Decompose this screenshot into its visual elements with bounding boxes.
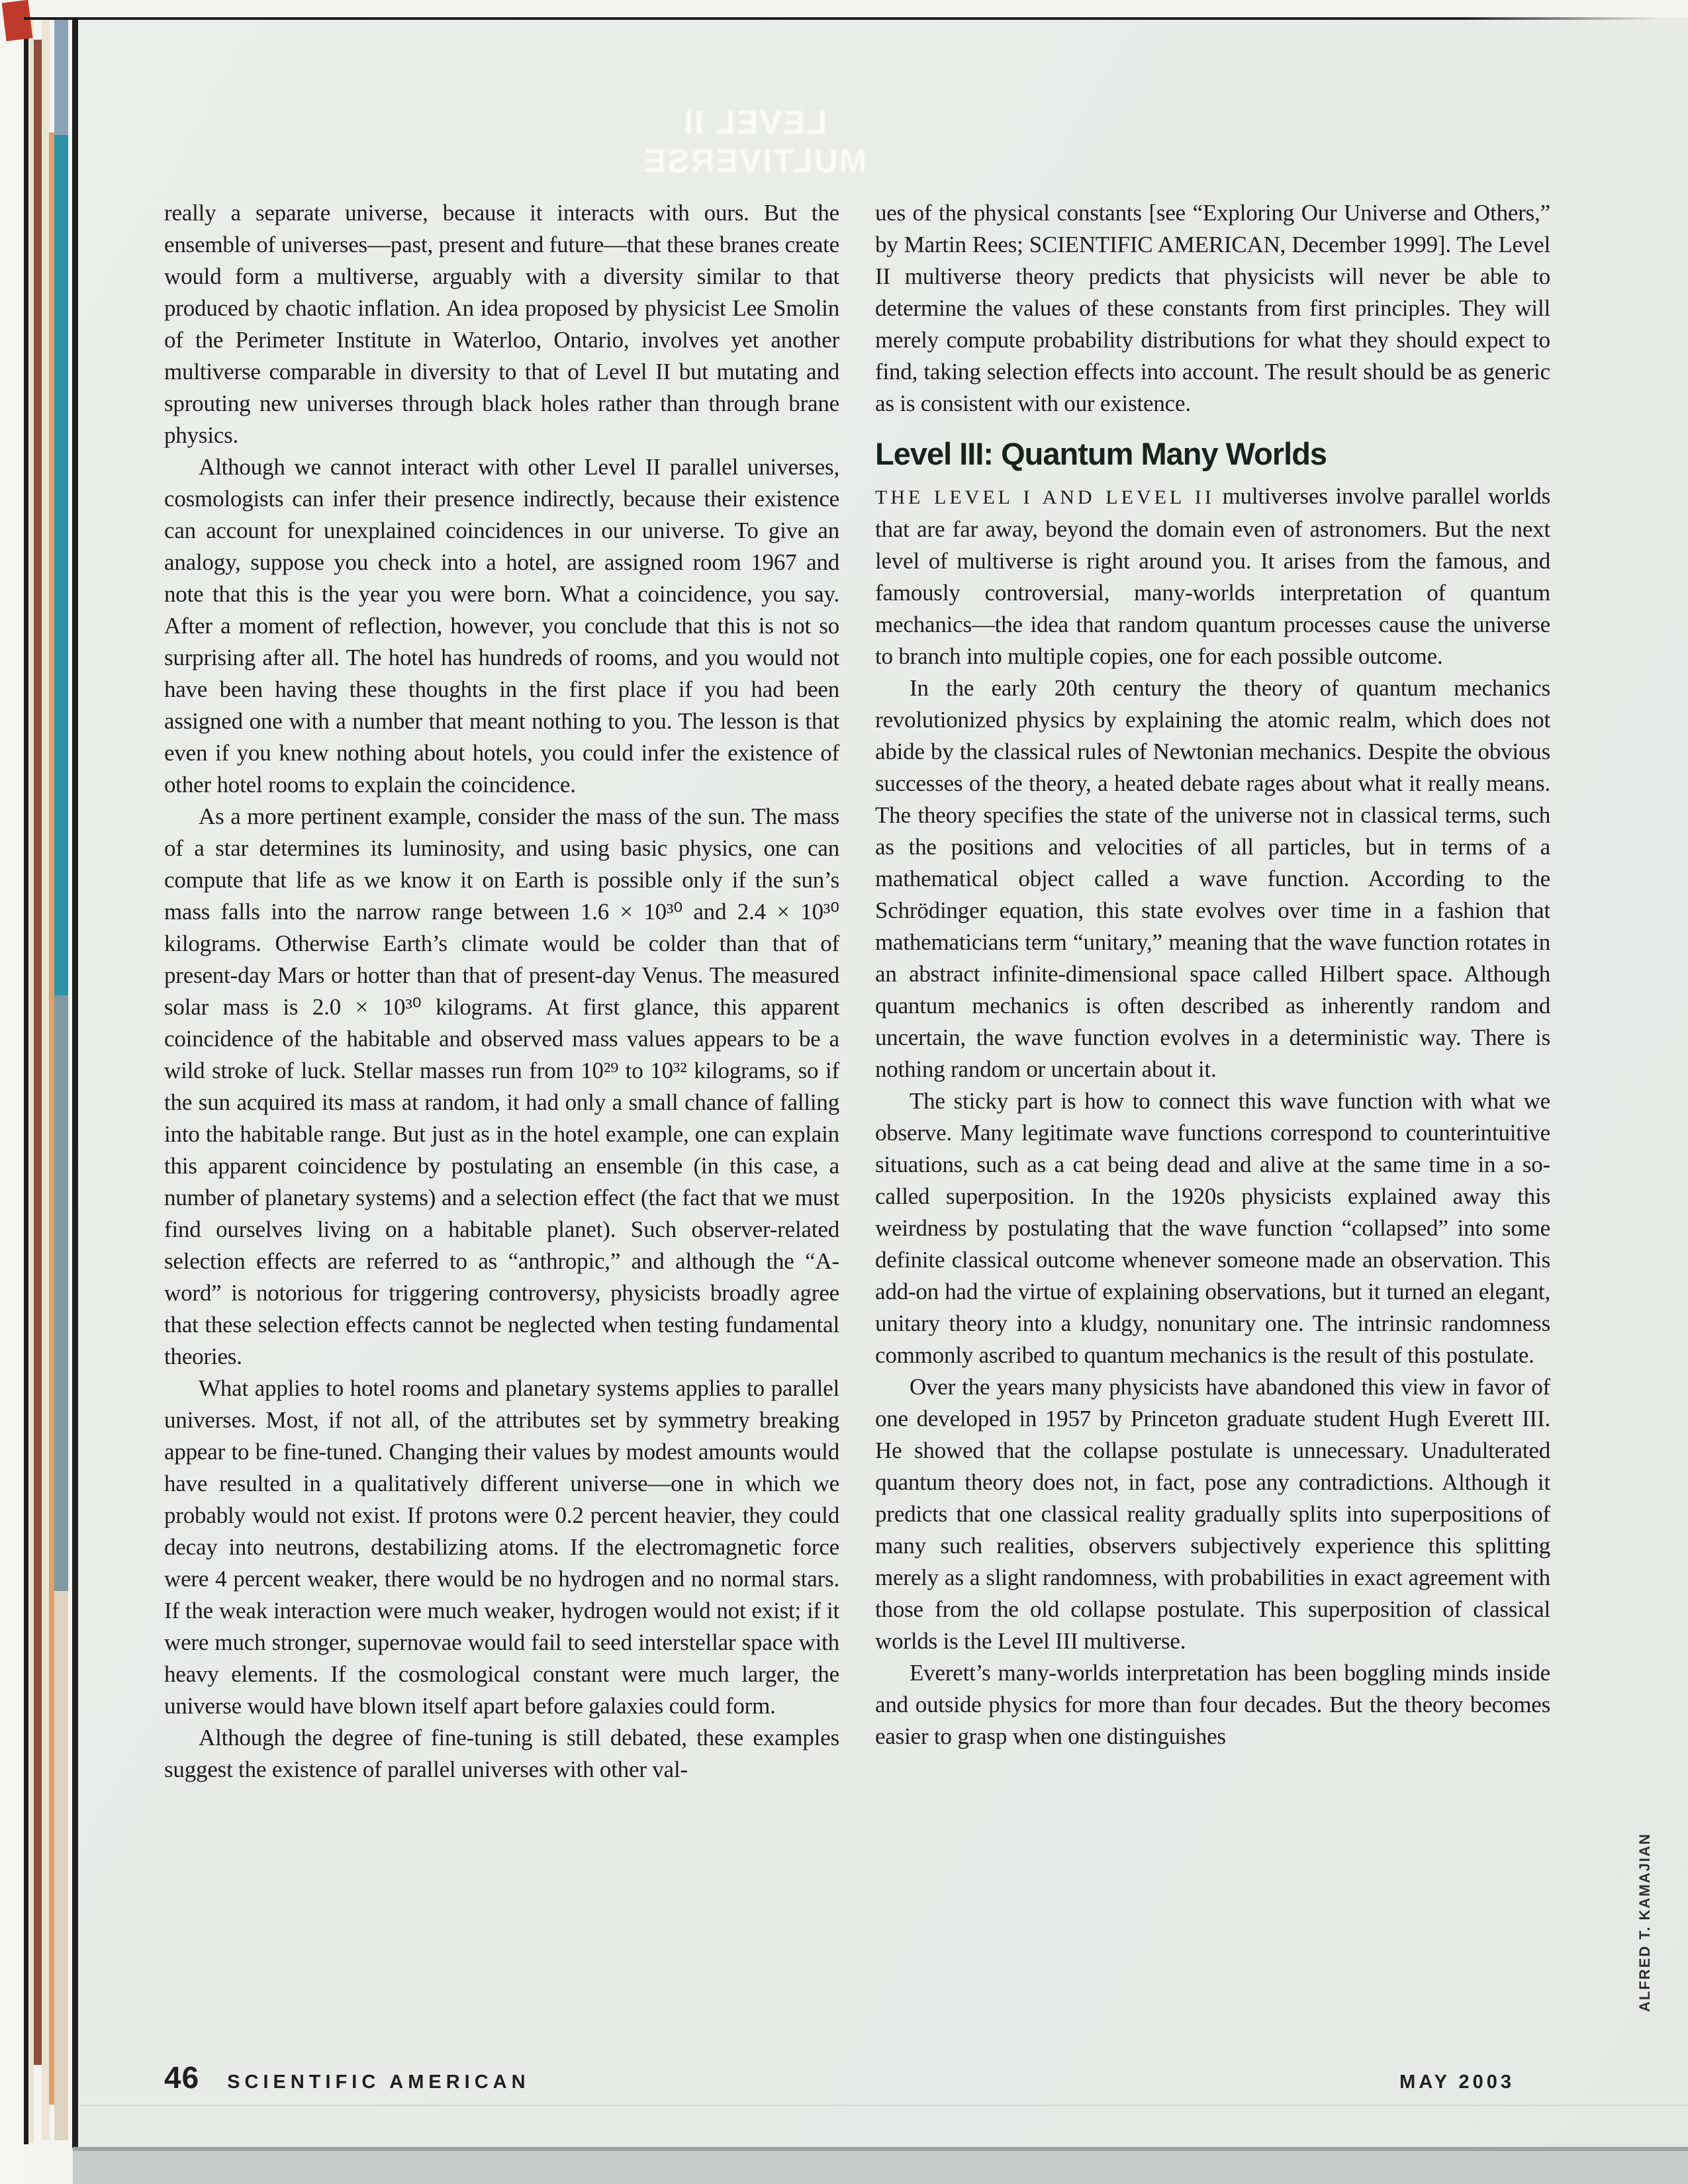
paragraph: Everett’s many-worlds interpretation has been boggling minds inside and outside physics for more than four decades. But the theory becomes easier to grasp when one distinguishes: [875, 1660, 1550, 1749]
page-edge-strip-maroon: [34, 40, 42, 2065]
paragraph: As a more pertinent example, consider the mass of the sun. The mass of a star determines its luminosity, and using basic physics, one can compute that life as we know it on Earth is possible only if the sun’s mass falls into the narrow range between 1.6 × 10³⁰ and 2.4 × 10³⁰ kilograms. Otherwise Earth’s climate would be colder than that of present-day Mars or hotter than that of present-day Venus. The measured solar mass is 2.0 × 10³⁰ kilograms. At first glance, this apparent coincidence of the habitable and observed mass values appears to be a wild stroke of luck. Stellar masses run from 10²⁹ to 10³² kilograms, so if the sun acquired its mass at random, it had only a small chance of falling into the habitable range. But just as in the hotel example, one can explain this apparent coincidence by postulating an ensemble (in this case, a number of planetary systems) and a selection effect (the fact that we must find ourselves living on a habitable planet). Such observer-related selection effects are referred to as “anthropic,” and although the “A-word” is notorious for triggering controversy, physicists broadly agree that these selection effects cannot be neglected when testing fundamental theories.: [164, 803, 839, 1369]
page-footer: [164, 2060, 1516, 2095]
paragraph: Although we cannot interact with other Level II parallel universes, cosmologists can infer their presence indirectly, because their existence can account for unexplained coincidences in our universe. To give an analogy, suppose you check into a hotel, are assigned room 1967 and note that this is the year you were born. What a coincidence, you say. After a moment of reflection, however, you conclude that this is not so surprising after all. The hotel has hundreds of rooms, and you would not have been having these thoughts in the first place if you had been assigned one with a number that meant nothing to you. The lesson is that even if you knew nothing about hotels, you could infer the existence of other hotel rooms to explain the coincidence.: [164, 454, 839, 797]
footer-rule: [79, 2105, 1688, 2106]
article-body: [164, 197, 1550, 2050]
illustration-credit: ALFRED T. KAMAJIAN: [1636, 1833, 1653, 2012]
scan-left-margin: [0, 0, 24, 2184]
paragraph-text: multiverses involve parallel worlds that are far away, beyond the domain even of astronomers. But the next level of multiverse is right around you. It arises from the famous, and famously controversial, many-worlds interpretation of quantum mechanics—the idea that random quantum processes cause the universe to branch into multiple copies, one for each possible outcome.: [875, 483, 1550, 669]
red-edge-mark: [2, 0, 33, 41]
paragraph: What applies to hotel rooms and planetary systems applies to parallel universes. Most, if not all, of the attributes set by symmetry breaking appear to be fine-tuned. Changing their values by modest amounts would have resulted in a qualitatively different universe—one in which we probably would not exist. If protons were 0.2 percent heavier, they could decay into neutrons, destabilizing atoms. If the electromagnetic force were 4 percent weaker, there would be no hydrogen and no normal stars. If the weak interaction were much weaker, hydrogen would not exist; if it were much stronger, supernovae would fail to seed interstellar space with heavy elements. If the cosmological constant were much larger, the universe would have blown itself apart before galaxies could form.: [164, 1375, 839, 1719]
page-top-edge-line: [24, 17, 1659, 20]
paragraph: [875, 480, 1550, 672]
paragraph: Over the years many physicists have abandoned this view in favor of one developed in 1957 by Princeton graduate student Hugh Everett III. He showed that the collapse postulate is unnecessary. Unadulterated quantum theory does not, in fact, pose any contradictions. Although it predicts that one classical reality gradually splits into superpositions of many such realities, observers subjectively experience this splitting merely as a slight randomness, with probabilities in exact agreement with those from the old collapse postulate. This superposition of classical worlds is the Level III multiverse.: [875, 1374, 1550, 1654]
page-edge-strip-bluegray: [54, 19, 68, 135]
section-heading: Level III: Quantum Many Worlds: [875, 436, 1327, 471]
page-edge-strip-teal-dull: [54, 995, 68, 1591]
page-edge-strip-black: [24, 19, 28, 2144]
page-edge-strip-orange: [49, 132, 54, 2105]
page-left-border-line: [72, 19, 78, 2148]
page-edge-strip-cream: [54, 1591, 68, 2140]
paragraph: In the early 20th century the theory of quantum mechanics revolutionized physics by explaining the atomic realm, which does not abide by the classical rules of Newtonian mechanics. Despite the obvious successes of the theory, a heated debate rages about what it really means. The theory specifies the state of the universe not in classical terms, such as the positions and velocities of all particles, but in terms of a mathematical object called a wave function. According to the Schrödinger equation, this state evolves over time in a fashion that mathematicians term “unitary,” meaning that the wave function rotates in an abstract infinite-dimensional space called Hilbert space. Although quantum mechanics is often described as inherently random and uncertain, the wave function evolves in a deterministic way. There is nothing random or uncertain about it.: [875, 675, 1550, 1082]
ghost-showthrough-headline: LEVEL II MULTIVERSE: [642, 104, 867, 179]
section-lead-in: THE LEVEL I AND LEVEL II: [875, 486, 1215, 508]
magazine-name: SCIENTIFIC AMERICAN: [227, 2071, 530, 2093]
paragraph: The sticky part is how to connect this wave function with what we observe. Many legitimate wave functions correspond to counterintuitive situations, such as a cat being dead and alive at the same time in a so-called superposition. In the 1920s physicists explained away this weirdness by postulating that the wave function “collapsed” into some definite classical outcome whenever someone made an observation. This add-on had the virtue of explaining observations, but it turned an elegant, unitary theory into a kludgy, nonunitary one. The intrinsic randomness commonly ascribed to quantum mechanics is the result of this postulate.: [875, 1088, 1550, 1368]
paragraph: really a separate universe, because it interacts with ours. But the ensemble of universes—past, present and future—that these branes create would form a multiverse, arguably with a diversity similar to that produced by chaotic inflation. An idea proposed by physicist Lee Smolin of the Perimeter Institute in Waterloo, Ontario, involves yet another multiverse comparable in diversity to that of Level II but mutating and sprouting new universes through black holes rather than through brane physics.: [164, 200, 839, 448]
paragraph: ues of the physical constants [see “Exploring Our Universe and Others,” by Martin Rees; SCIENTIFIC AMERICAN, December 1999]. The Level II multiverse theory predicts that physicists will never be able to determine the values of these constants from first principles. They will merely compute probability distributions for what they should expect to find, taking selection effects into account. The result should be as generic as is consistent with our existence.: [875, 200, 1550, 416]
issue-date: MAY 2003: [1399, 2071, 1515, 2093]
page-number: 46: [164, 2060, 200, 2095]
paragraph: Although the degree of fine-tuning is still debated, these examples suggest the existence of parallel universes with other val-: [164, 1725, 839, 1782]
left-column: [164, 197, 839, 2050]
scan-bottom-shadow: [73, 2151, 1688, 2184]
right-column: [875, 197, 1550, 2050]
page-edge-strip-cream: [28, 20, 34, 2143]
page-edge-strip-teal: [54, 135, 68, 995]
